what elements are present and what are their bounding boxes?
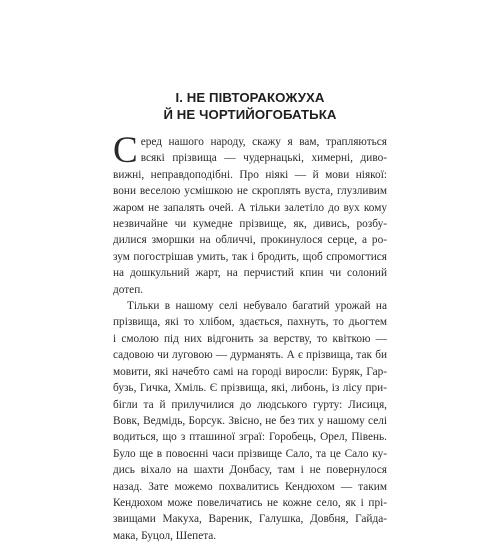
text-line: звищами Макуха, Вареник, Галушка, Довбня, Гайда- xyxy=(113,513,387,526)
text-line: мака, Буцол, Шепета. xyxy=(113,529,217,542)
text-line: дись віхало на шахти Донбасу, там і не повернулося xyxy=(113,464,387,477)
text-line: на дошкульний жарт, на перчистий кпин чи солоний xyxy=(113,267,387,280)
text-line: бузь, Гичка, Хміль. Є прізвища, які, либонь, із лісу при- xyxy=(113,382,387,395)
text-line: жаром не запалять очей. А тільки залетіло до вух кому xyxy=(113,201,387,214)
text-line: дотеп. xyxy=(113,283,144,296)
text-line: зум погострішав умить, так і бродить, щоб спромогтися xyxy=(113,250,387,263)
text-line: дилися зморшки на обличчі, прокинулося серце, а ро- xyxy=(113,234,387,247)
chapter-title-line-2: Й НЕ ЧОРТИЙОГОБАТЬКА xyxy=(163,107,337,122)
drop-cap: С xyxy=(113,130,138,171)
text-line: вижні, неправдоподібні. Про ніякі — й мови ніякої: xyxy=(113,168,387,181)
chapter-title-line-1: І. НЕ ПІВТОРАКОЖУХА xyxy=(175,90,325,105)
text-line: Вовк, Ведмідь, Борсук. Звісно, не без тих у нашому селі xyxy=(113,414,387,427)
paragraph-1 xyxy=(113,130,387,298)
text-line: всякі прізвища — чудернацькі, химерні, диво- xyxy=(140,152,387,165)
chapter-body xyxy=(113,130,387,544)
text-line: бігли та й прилучилися до людського гурту: Лисиця, xyxy=(113,398,387,411)
text-line: Було ще в повоєнні часи прізвище Сало, та це Сало ку- xyxy=(113,447,387,460)
text-line: прізвища, які то хлібом, здається, пахнуть, то дьогтем xyxy=(113,316,387,329)
text-line: назад. Зате можемо похвалитись Кендюхом — таким xyxy=(113,480,387,493)
text-line: і смолою під них відгонить за верству, то квіткою — xyxy=(113,332,387,345)
text-line: водиться, що з пташиної зграї: Горобець, Орел, Півень. xyxy=(113,431,387,444)
text-line: незвичайне чи кумедне прізвище, як, дивись, розбу- xyxy=(113,218,387,231)
paragraph-2 xyxy=(113,298,387,544)
text-line: Кендюхом може повеличатись не кожне село, як і прі- xyxy=(113,496,387,509)
text-line: Тільки в нашому селі небувало багатий урожай на xyxy=(127,300,387,313)
text-line: вони веселою усмішкою не скроплять вуста, глузливим xyxy=(113,185,387,198)
text-line: мовити, які начебто самі на городі виросли: Буряк, Гар- xyxy=(113,365,387,378)
text-line: еред нашого народу, скажу я вам, трапляються xyxy=(140,136,387,148)
text-line: садовою чи луговою — дурманять. А є прізвища, так би xyxy=(113,349,387,362)
